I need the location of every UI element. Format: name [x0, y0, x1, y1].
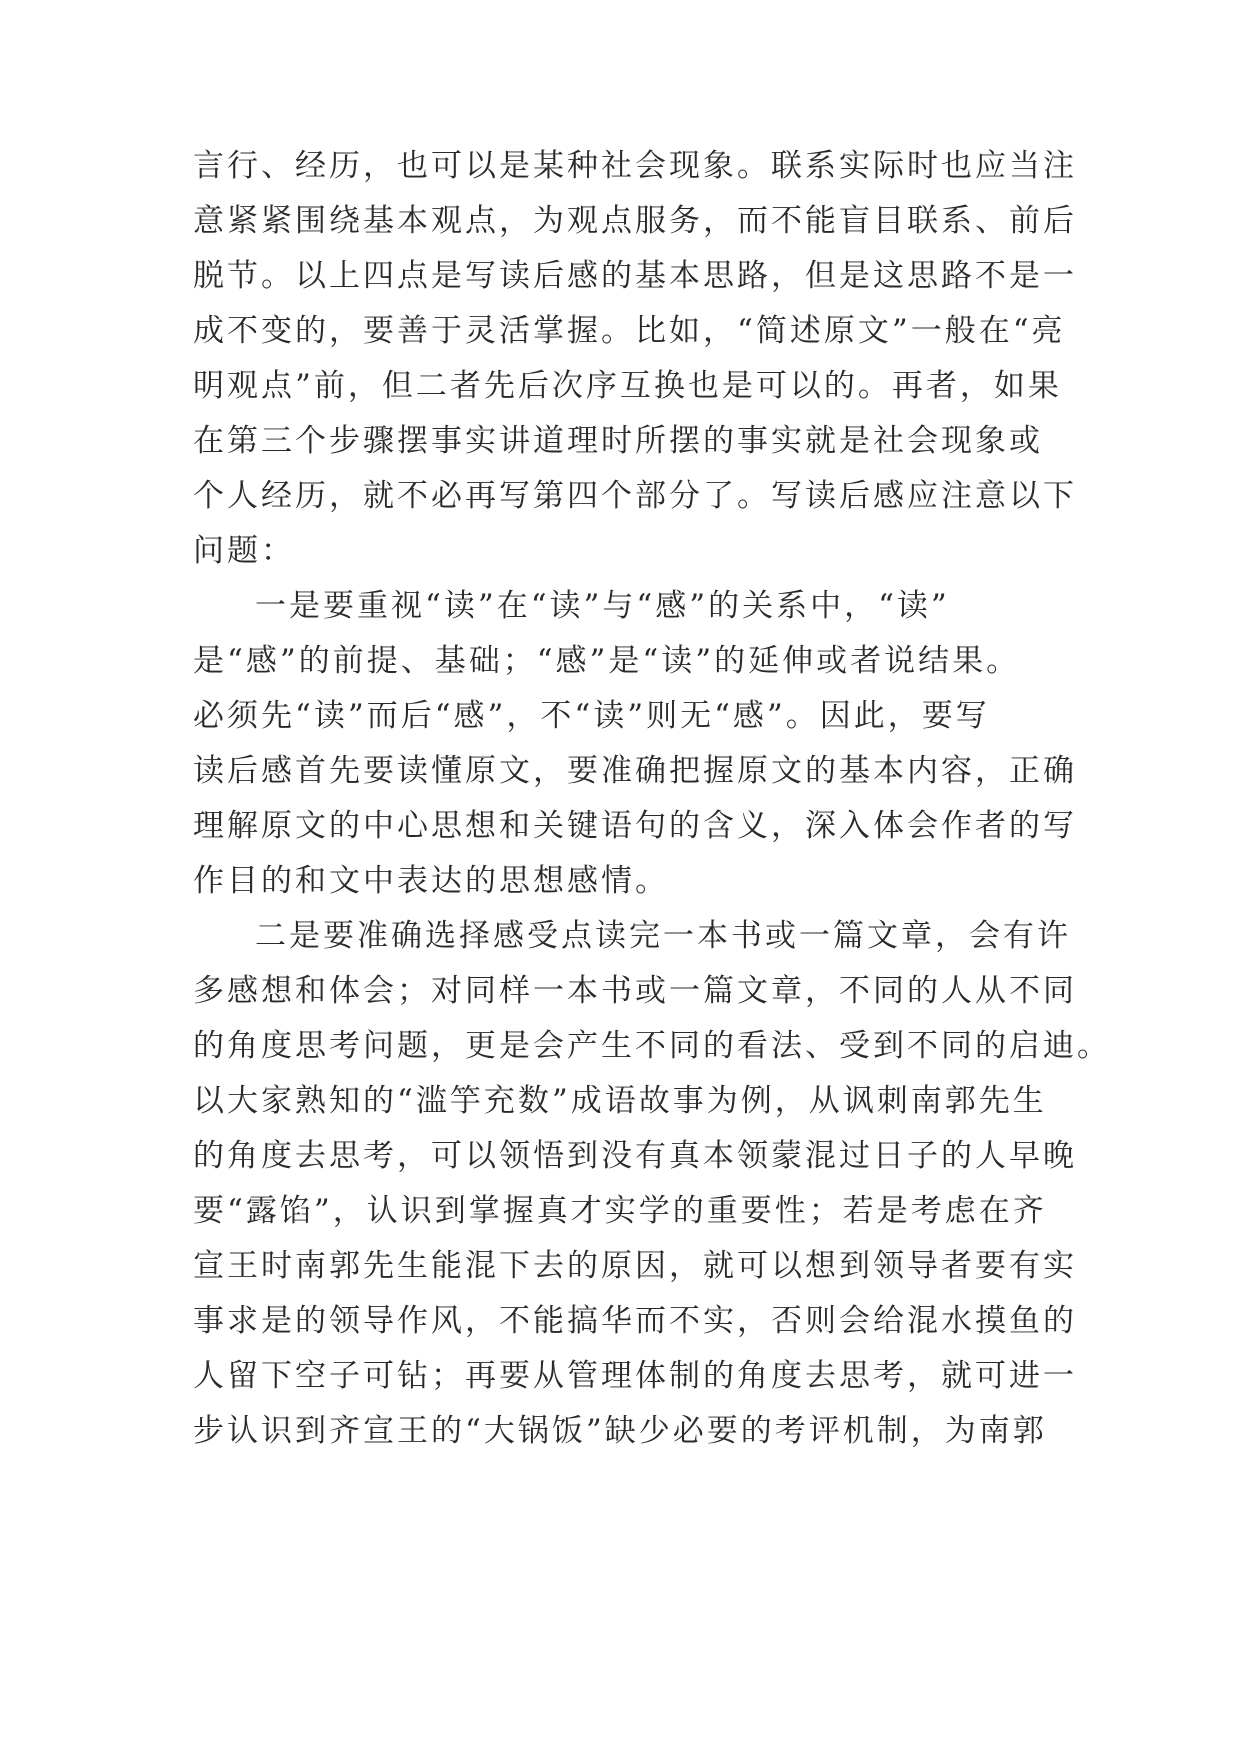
text-line: 问题： — [193, 533, 295, 569]
text-line: 人留下空子可钻；再要从管理体制的角度去思考，就可进一 — [193, 1358, 1077, 1394]
text-line: 事求是的领导作风，不能搞华而不实，否则会给混水摸鱼的 — [193, 1303, 1077, 1339]
text-line: 个人经历，就不必再写第四个部分了。写读后感应注意以下 — [193, 478, 1077, 514]
text-line: 多感想和体会；对同样一本书或一篇文章，不同的人从不同 — [193, 973, 1077, 1009]
text-line: 必须先“读”而后“感”，不“读”则无“感”。因此，要写 — [193, 698, 990, 734]
text-line: 作目的和文中表达的思想感情。 — [193, 863, 669, 899]
text-line: 步认识到齐宣王的“大锅饭”缺少必要的考评机制，为南郭 — [193, 1413, 1047, 1449]
text-line: 宣王时南郭先生能混下去的原因，就可以想到领导者要有实 — [193, 1248, 1077, 1284]
text-line: 意紧紧围绕基本观点，为观点服务，而不能盲目联系、前后 — [193, 203, 1077, 239]
text-line: 理解原文的中心思想和关键语句的含义，深入体会作者的写 — [193, 808, 1077, 844]
text-line: 明观点”前，但二者先后次序互换也是可以的。再者，如果 — [193, 368, 1062, 404]
text-line: 是“感”的前提、基础；“感”是“读”的延伸或者说结果。 — [193, 643, 1021, 679]
text-line: 言行、经历，也可以是某种社会现象。联系实际时也应当注 — [193, 148, 1077, 184]
text-line: 要“露馅”，认识到掌握真才实学的重要性；若是考虑在齐 — [193, 1193, 1047, 1229]
text-line: 在第三个步骤摆事实讲道理时所摆的事实就是社会现象或 — [193, 423, 1043, 459]
text-line: 的角度去思考，可以领悟到没有真本领蒙混过日子的人早晚 — [193, 1138, 1077, 1174]
text-line: 读后感首先要读懂原文，要准确把握原文的基本内容，正确 — [193, 753, 1077, 789]
paragraph-first-line: 二是要准确选择感受点读完一本书或一篇文章，会有许 — [255, 918, 1071, 954]
text-line: 脱节。以上四点是写读后感的基本思路，但是这思路不是一 — [193, 258, 1077, 294]
text-line: 的角度思考问题，更是会产生不同的看法、受到不同的启迪。 — [193, 1028, 1111, 1064]
text-line: 以大家熟知的“滥竽充数”成语故事为例，从讽刺南郭先生 — [193, 1083, 1047, 1119]
text-line: 成不变的，要善于灵活掌握。比如，“简述原文”一般在“亮 — [193, 313, 1066, 349]
paragraph-first-line: 一是要重视“读”在“读”与“感”的关系中，“读” — [255, 588, 950, 624]
